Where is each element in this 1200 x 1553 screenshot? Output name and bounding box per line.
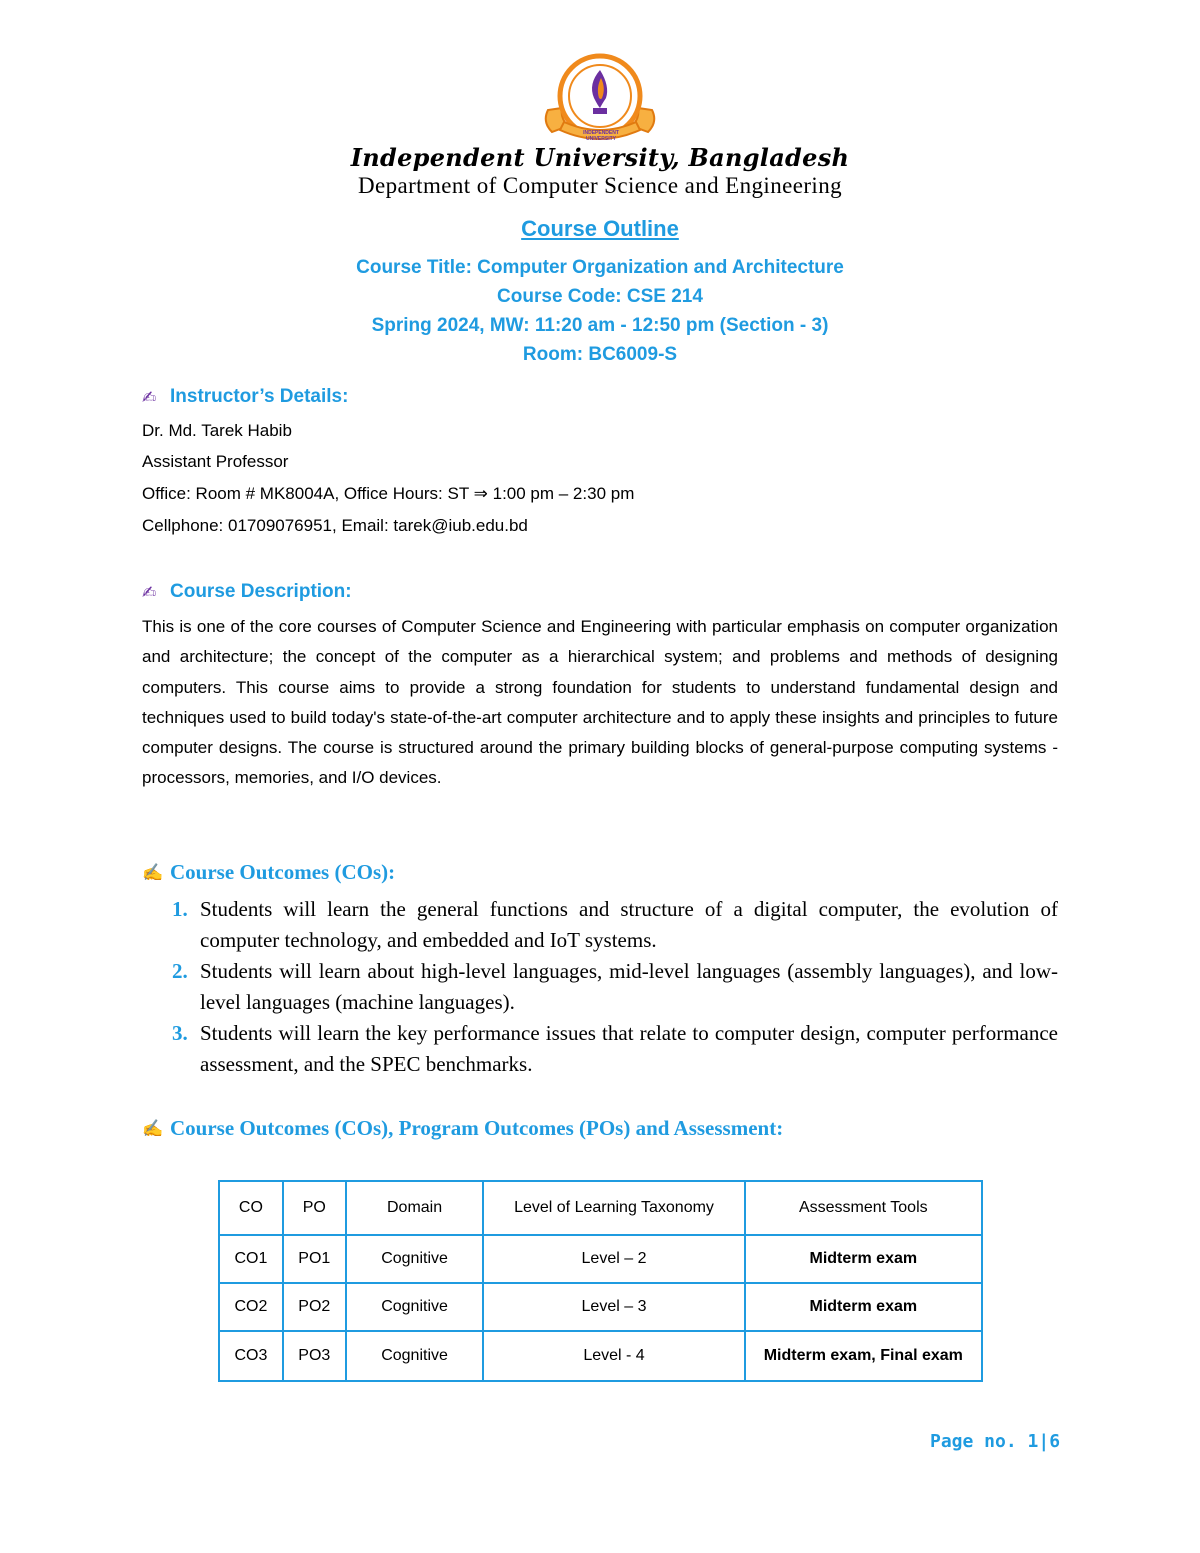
instructor-name: Dr. Md. Tarek Habib xyxy=(142,421,292,440)
co-po-table xyxy=(218,1180,983,1382)
table-cell: Level - 4 xyxy=(483,1331,744,1381)
table-row xyxy=(219,1283,982,1331)
table-cell: CO2 xyxy=(219,1283,283,1331)
table-cell: PO2 xyxy=(283,1283,346,1331)
course-title: Course Title: Computer Organization and Architecture xyxy=(356,257,844,278)
table-cell: Level – 2 xyxy=(483,1235,744,1283)
table-cell: Cognitive xyxy=(346,1331,484,1381)
outcomes-heading-label: Course Outcomes (COs): xyxy=(170,860,396,884)
table-cell: Cognitive xyxy=(346,1235,484,1283)
course-room: Room: BC6009-S xyxy=(522,344,678,365)
table-row xyxy=(219,1235,982,1283)
instructor-designation: Assistant Professor xyxy=(142,452,289,471)
instructor-contact: Cellphone: 01709076951, Email: tarek@iub.edu.bd xyxy=(142,516,528,535)
table-cell: CO3 xyxy=(219,1331,283,1381)
course-code: Course Code: CSE 214 xyxy=(497,286,703,307)
outcome-number: 1. xyxy=(172,897,188,921)
page-number: Page no. 1|6 xyxy=(930,1431,1061,1452)
logo-ribbon-text: INDEPENDENT UNIVERSITY xyxy=(583,130,619,142)
course-description: This is one of the core courses of Computer Science and Engineering with particular emphasis on computer organization and architecture; the concept of the computer as a hierarchical system; and problems and methods of designing computers. This course aims to provide a strong foundation for students to understand fundamental design and techniques used to build today's state-of-the-art computer architecture and to apply these insights and principles to future computer designs. The course is structured around the primary building blocks of general-purpose computing systems - processors, memories, and I/O devices. xyxy=(142,617,1058,788)
column-header: Domain xyxy=(346,1181,484,1235)
table-cell: Midterm exam xyxy=(745,1235,982,1283)
department-name: Department of Computer Science and Engineering xyxy=(358,173,842,198)
column-header: CO xyxy=(219,1181,283,1235)
outcome-text: Students will learn the general functions and structure of a digital computer, the evolution of computer technology, and embedded and IoT systems. xyxy=(200,897,1058,952)
table-row xyxy=(219,1331,982,1381)
table-cell: PO1 xyxy=(283,1235,346,1283)
description-heading-label: Course Description: xyxy=(170,581,352,602)
instructor-heading-label: Instructor’s Details: xyxy=(170,386,349,407)
instructor-heading xyxy=(142,386,348,408)
outcome-item xyxy=(172,956,1058,1018)
document-title: Course Outline xyxy=(521,216,679,241)
mapping-heading xyxy=(142,1116,783,1141)
instructor-office: Office: Room # MK8004A, Office Hours: ST ⇒ 1:00 pm – 2:30 pm xyxy=(142,484,635,503)
table-cell: Cognitive xyxy=(346,1283,484,1331)
table-cell: Level – 3 xyxy=(483,1283,744,1331)
course-schedule: Spring 2024, MW: 11:20 am - 12:50 pm (Section - 3) xyxy=(371,315,829,336)
pointing-hand-icon: ✍ xyxy=(142,582,157,602)
pointing-hand-icon: ✍ xyxy=(142,387,157,407)
table-cell: Midterm exam xyxy=(745,1283,982,1331)
pointing-hand-icon: ✍ xyxy=(142,1119,164,1138)
description-heading xyxy=(142,581,352,603)
column-header: Assessment Tools xyxy=(745,1181,982,1235)
outcome-number: 2. xyxy=(172,959,188,983)
column-header: Level of Learning Taxonomy xyxy=(483,1181,744,1235)
outcomes-list xyxy=(172,894,1058,1080)
university-logo xyxy=(538,52,662,148)
table-header-row xyxy=(219,1181,982,1235)
table-cell: Midterm exam, Final exam xyxy=(745,1331,982,1381)
university-name: Independent University, Bangladesh xyxy=(350,143,850,172)
mapping-heading-label: Course Outcomes (COs), Program Outcomes (POs) and Assessment: xyxy=(170,1116,784,1140)
column-header: PO xyxy=(283,1181,346,1235)
outcome-item xyxy=(172,894,1058,956)
outcome-number: 3. xyxy=(172,1021,188,1045)
table-cell: CO1 xyxy=(219,1235,283,1283)
outcome-text: Students will learn the key performance issues that relate to computer design, computer performance assessment, and the SPEC benchmarks. xyxy=(200,1021,1058,1076)
pointing-hand-icon: ✍ xyxy=(142,863,164,882)
outcome-item xyxy=(172,1018,1058,1080)
outcomes-heading xyxy=(142,860,395,885)
table-cell: PO3 xyxy=(283,1331,346,1381)
outcome-text: Students will learn about high-level languages, mid-level languages (assembly languages), and low-level languages (machine languages). xyxy=(200,959,1058,1014)
